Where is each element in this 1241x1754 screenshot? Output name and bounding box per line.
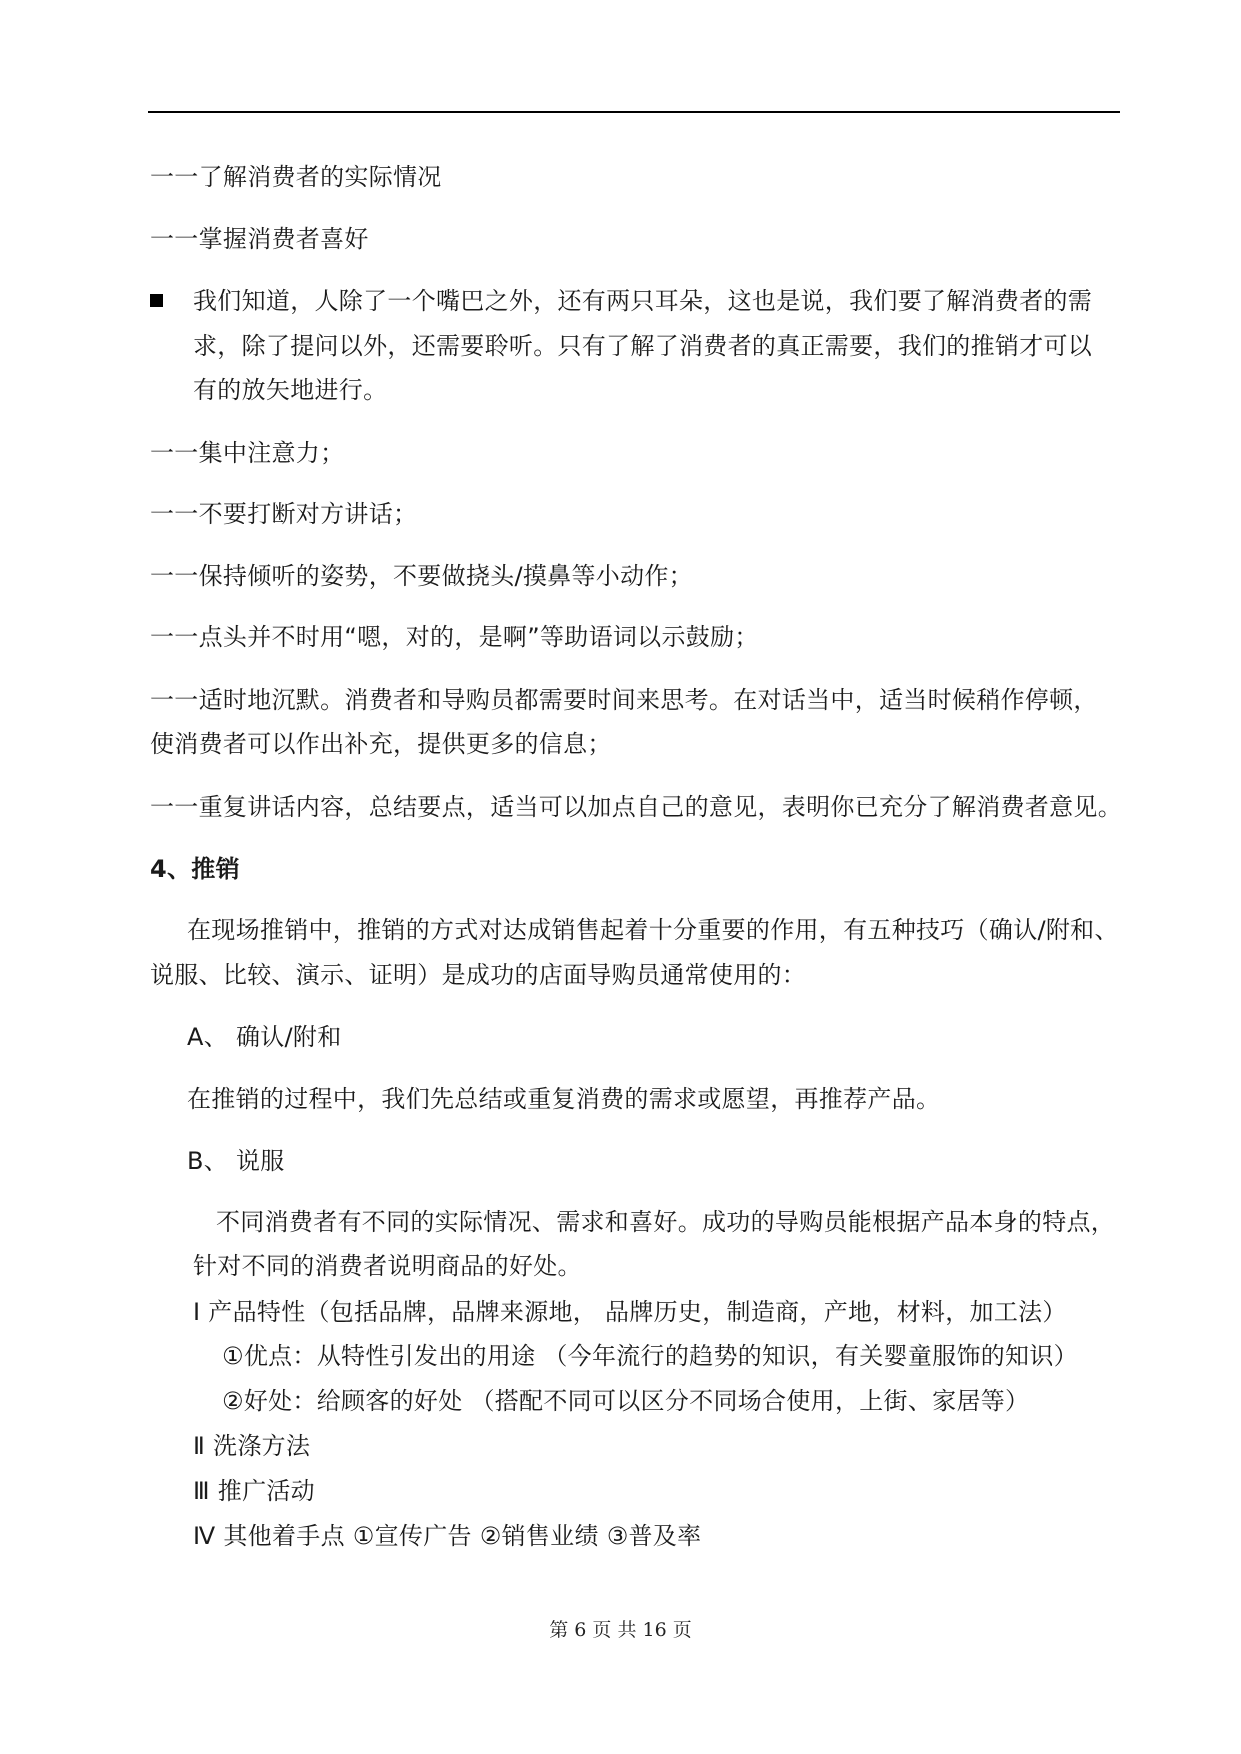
text-line: 一一点头并不时用“嗯，对的，是啊”等助语词以示鼓励；: [150, 623, 759, 651]
paragraph-line: 在推销的过程中，我们先总结或重复消费的需求或愿望，再推荐产品。: [187, 1085, 941, 1113]
text-line: 一一了解消费者的实际情况: [150, 163, 442, 191]
paragraph-line: 针对不同的消费者说明商品的好处。: [193, 1252, 582, 1280]
list-item: Ⅰ 产品特性（包括品牌，品牌来源地， 品牌历史，制造商，产地，材料，加工法）: [193, 1298, 1067, 1326]
list-subitem: ②好处：给顾客的好处 （搭配不同可以区分不同场合使用，上街、家居等）: [222, 1387, 1030, 1415]
subsection-label: A、 确认/附和: [187, 1023, 342, 1051]
text-line: 使消费者可以作出补充，提供更多的信息；: [150, 730, 612, 758]
bullet-text-line: 求，除了提问以外，还需要聆听。只有了解了消费者的真正需要，我们的推销才可以: [193, 332, 1093, 360]
list-subitem: ①优点：从特性引发出的用途 （今年流行的趋势的知识，有关婴童服饰的知识）: [222, 1342, 1078, 1370]
bullet-text-line: 我们知道，人除了一个嘴巴之外，还有两只耳朵，这也是说，我们要了解消费者的需: [193, 287, 1093, 315]
text-line: 一一集中注意力；: [150, 439, 345, 467]
text-line: 一一不要打断对方讲话；: [150, 500, 418, 528]
page-footer: 第 6 页 共 16 页: [549, 1619, 692, 1641]
paragraph-line: 说服、比较、演示、证明）是成功的店面导购员通常使用的：: [150, 961, 807, 989]
square-bullet-icon: [150, 294, 163, 307]
text-line: 一一重复讲话内容，总结要点，适当可以加点自己的意见，表明你已充分了解消费者意见。: [150, 793, 1122, 821]
list-item: Ⅱ 洗涤方法: [193, 1432, 311, 1460]
list-item: Ⅲ 推广活动: [193, 1477, 315, 1505]
text-line: 一一保持倾听的姿势，不要做挠头/摸鼻等小动作；: [150, 562, 693, 590]
bullet-text-line: 有的放矢地进行。: [193, 376, 388, 404]
section-heading: 4、推销: [150, 855, 240, 883]
paragraph-line: 不同消费者有不同的实际情况、需求和喜好。成功的导购员能根据产品本身的特点，: [216, 1208, 1116, 1236]
text-line: 一一掌握消费者喜好: [150, 225, 369, 253]
paragraph-line: 在现场推销中，推销的方式对达成销售起着十分重要的作用，有五种技巧（确认/附和、: [187, 916, 1119, 944]
subsection-label: B、 说服: [187, 1147, 285, 1175]
header-rule: [148, 111, 1120, 113]
text-line: 一一适时地沉默。消费者和导购员都需要时间来思考。在对话当中，适当时候稍作停顿，: [150, 686, 1098, 714]
list-item: Ⅳ 其他着手点 ①宣传广告 ②销售业绩 ③普及率: [193, 1522, 702, 1550]
